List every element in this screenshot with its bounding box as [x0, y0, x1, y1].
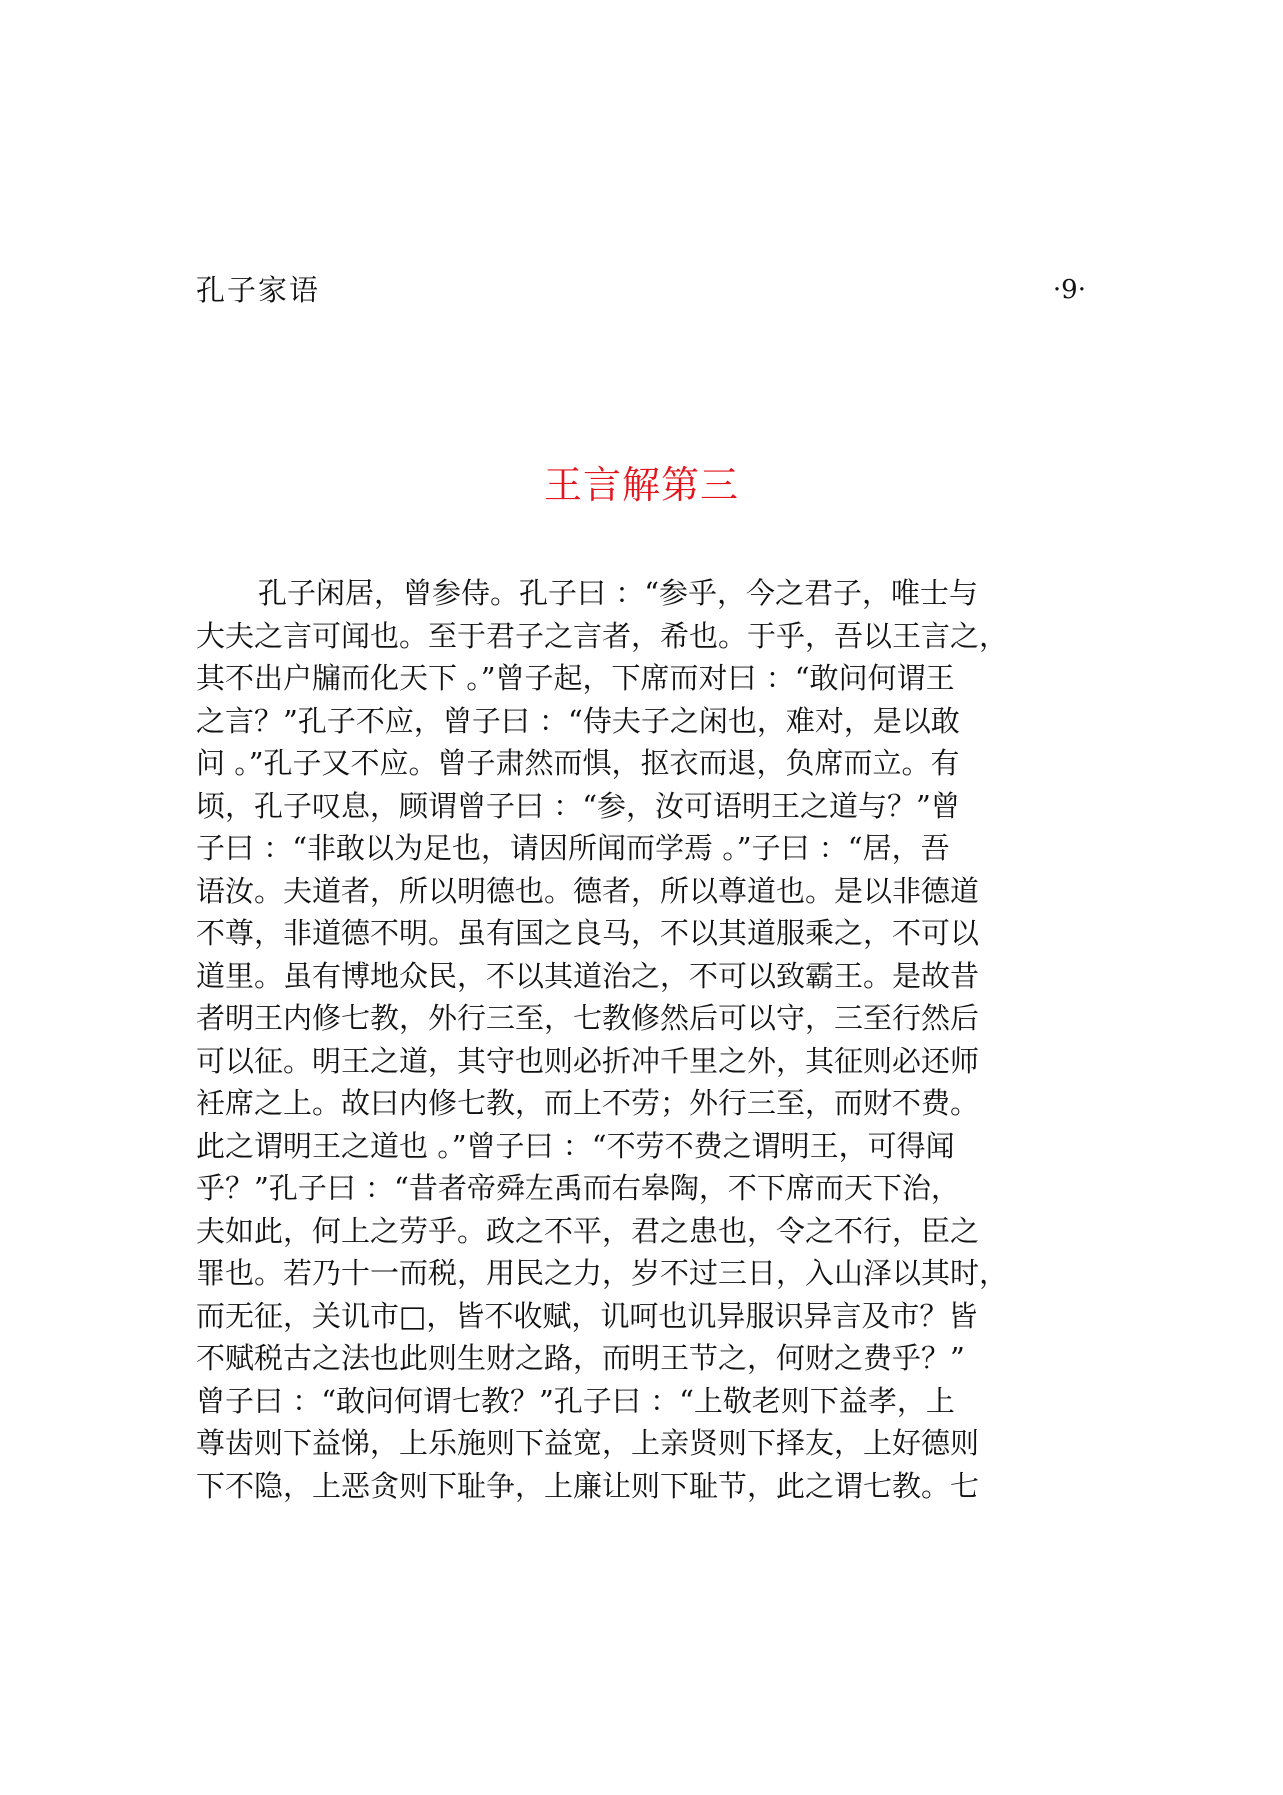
text-line: 不尊，非道德不明。虽有国之良马，不以其道服乘之，不可以 [196, 916, 980, 950]
text-line: 大夫之言可闻也。至于君子之言者，希也。于乎，吾以王言之， [196, 618, 1009, 653]
text-line: 罪也。若乃十一而税，用民之力，岁不过三日，入山泽以其时， [196, 1256, 1009, 1290]
text-line: 不赋税古之法也此则生财之路，而明王节之，何财之费乎？” [196, 1341, 965, 1375]
text-line: 而无征，关讥市□，皆不收赋，讥呵也讥异服识异言及市？皆 [196, 1298, 978, 1333]
text-line: 顷，孔子叹息，顾谓曾子曰 ：“参，汝可语明王之道与？”曾 [196, 788, 960, 823]
chapter-title: 王言解第三 [543, 463, 739, 507]
text-line: 可以征。明王之道，其守也则必折冲千里之外，其征则必还师 [196, 1043, 980, 1078]
text-line: 其不出户牖而化天下 。”曾子起，下席而对曰 ：“敢问何谓王 [196, 661, 955, 695]
text-line: 子曰 ：“非敢以为足也，请因所闻而学焉 。”子曰 ：“居，吾 [196, 831, 950, 865]
text-line: 曾子曰 ：“敢问何谓七教？”孔子曰 ：“上敬老则下益孝，上 [196, 1383, 955, 1418]
text-line: 此之谓明王之道也 。”曾子曰 ：“不劳不费之谓明王，可得闻 [196, 1128, 955, 1163]
running-head-book-title: 孔子家语 [196, 273, 321, 307]
text-line: 问 。”孔子又不应。曾子肃然而惧，抠衣而退，负席而立。有 [196, 746, 960, 780]
text-line: 孔子闲居，曾参侍。孔子曰 ：“参乎，今之君子，唯士与 [258, 576, 979, 610]
text-line: 者明王内修七教，外行三至，七教修然后可以守，三至行然后 [196, 1001, 980, 1035]
text-line: 衽席之上。故曰内修七教，而上不劳；外行三至，而财不费。 [196, 1086, 980, 1120]
text-line: 尊齿则下益悌，上乐施则下益宽，上亲贤则下择友，上好德则 [196, 1426, 980, 1460]
text-line: 乎？”孔子曰 ：“昔者帝舜左禹而右皋陶，不下席而天下治， [196, 1171, 960, 1205]
text-line: 之言？”孔子不应，曾子曰 ：“侍夫子之闲也，难对，是以敢 [196, 703, 960, 738]
text-line: 夫如此，何上之劳乎。政之不平，君之患也，令之不行，臣之 [196, 1213, 980, 1248]
text-line: 道里。虽有博地众民，不以其道治之，不可以致霸王。是故昔 [196, 958, 980, 993]
page-number: ·9· [1052, 275, 1086, 305]
text-line: 语汝。夫道者，所以明德也。德者，所以尊道也。是以非德道 [196, 873, 980, 908]
text-line: 下不隐，上恶贪则下耻争，上廉让则下耻节，此之谓七教。七 [196, 1468, 980, 1503]
body-text [196, 572, 1096, 1507]
